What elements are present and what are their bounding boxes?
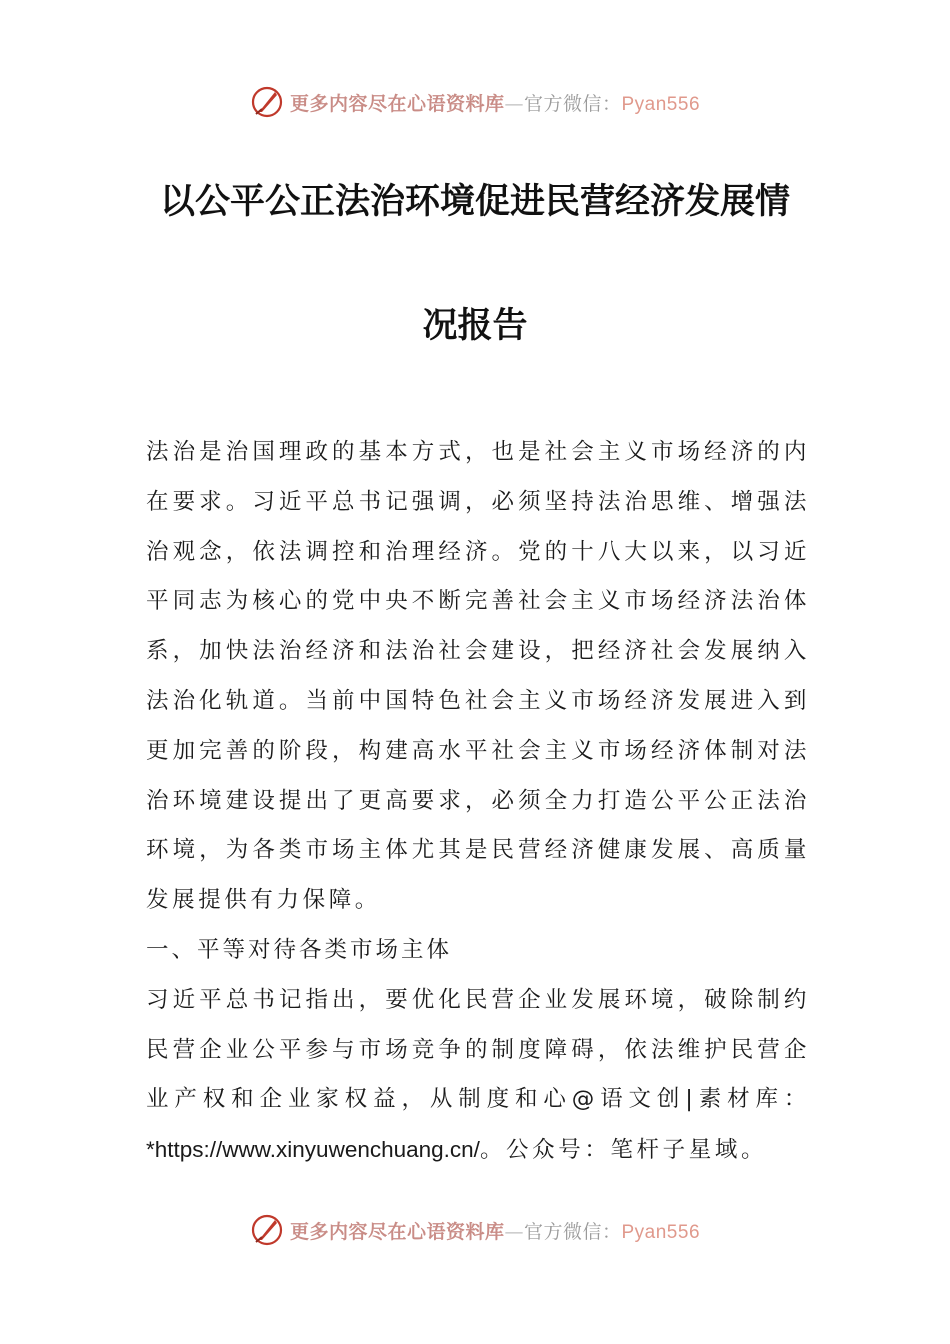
banner-dash: — (504, 92, 524, 115)
header-banner (0, 82, 950, 122)
footer-banner (0, 1210, 950, 1250)
banner-sub-text: 官方微信： (523, 92, 622, 115)
paragraph-section-1-text: 习近平总书记指出，要优化民营企业发展环境，破除制约民营企业公平参与市场竞争的制度障碍，依法维护民营企业产权和企业家权益，从制度和心@语文创|素材库： (146, 986, 810, 1113)
banner-sub-text: 官方微信： (523, 1220, 622, 1243)
paragraph-intro: 法治是治国理政的基本方式，也是社会主义市场经济的内在要求。习近平总书记强调，必须坚持法治思维、增强法治观念，依法调控和治理经济。党的十八大以来，以习近平同志为核心的党中央不断完善社会主义市场经济法治体系，加快法治经济和法治社会建设，把经济社会发展纳入法治化轨道。当前中国特色社会主义市场经济发展进入到更加完善的阶段，构建高水平社会主义市场经济体制对法治环境建设提出了更高要求，必须全力打造公平公正法治环境，为各类市场主体尤其是民营经济健康发展、高质量发展提供有力保障。 (146, 439, 810, 914)
source-url-tail: 。公众号：笔杆子星域。 (479, 1137, 768, 1164)
banner-dash: — (504, 1220, 524, 1243)
document-body (146, 428, 810, 1176)
section-heading-1: 一、平等对待各类市场主体 (146, 936, 453, 963)
banner-wechat-id: Pyan556 (621, 1221, 701, 1243)
banner-main-text: 更多内容尽在心语资料库 (289, 92, 505, 115)
banner-text (290, 89, 700, 116)
document-title-line1: 以公平公正法治环境促进民营经济发展情 (159, 181, 790, 222)
banner-wechat-id: Pyan556 (621, 93, 701, 115)
quill-logo-icon (250, 85, 284, 119)
banner-main-text: 更多内容尽在心语资料库 (289, 1220, 505, 1243)
quill-logo-icon (250, 1213, 284, 1247)
banner-text (290, 1217, 700, 1244)
document-title-line2: 况报告 (422, 305, 528, 346)
paragraph-section-1 (146, 976, 810, 1176)
source-url: *https://www.xinyuwenchuang.cn/ (146, 1137, 480, 1163)
